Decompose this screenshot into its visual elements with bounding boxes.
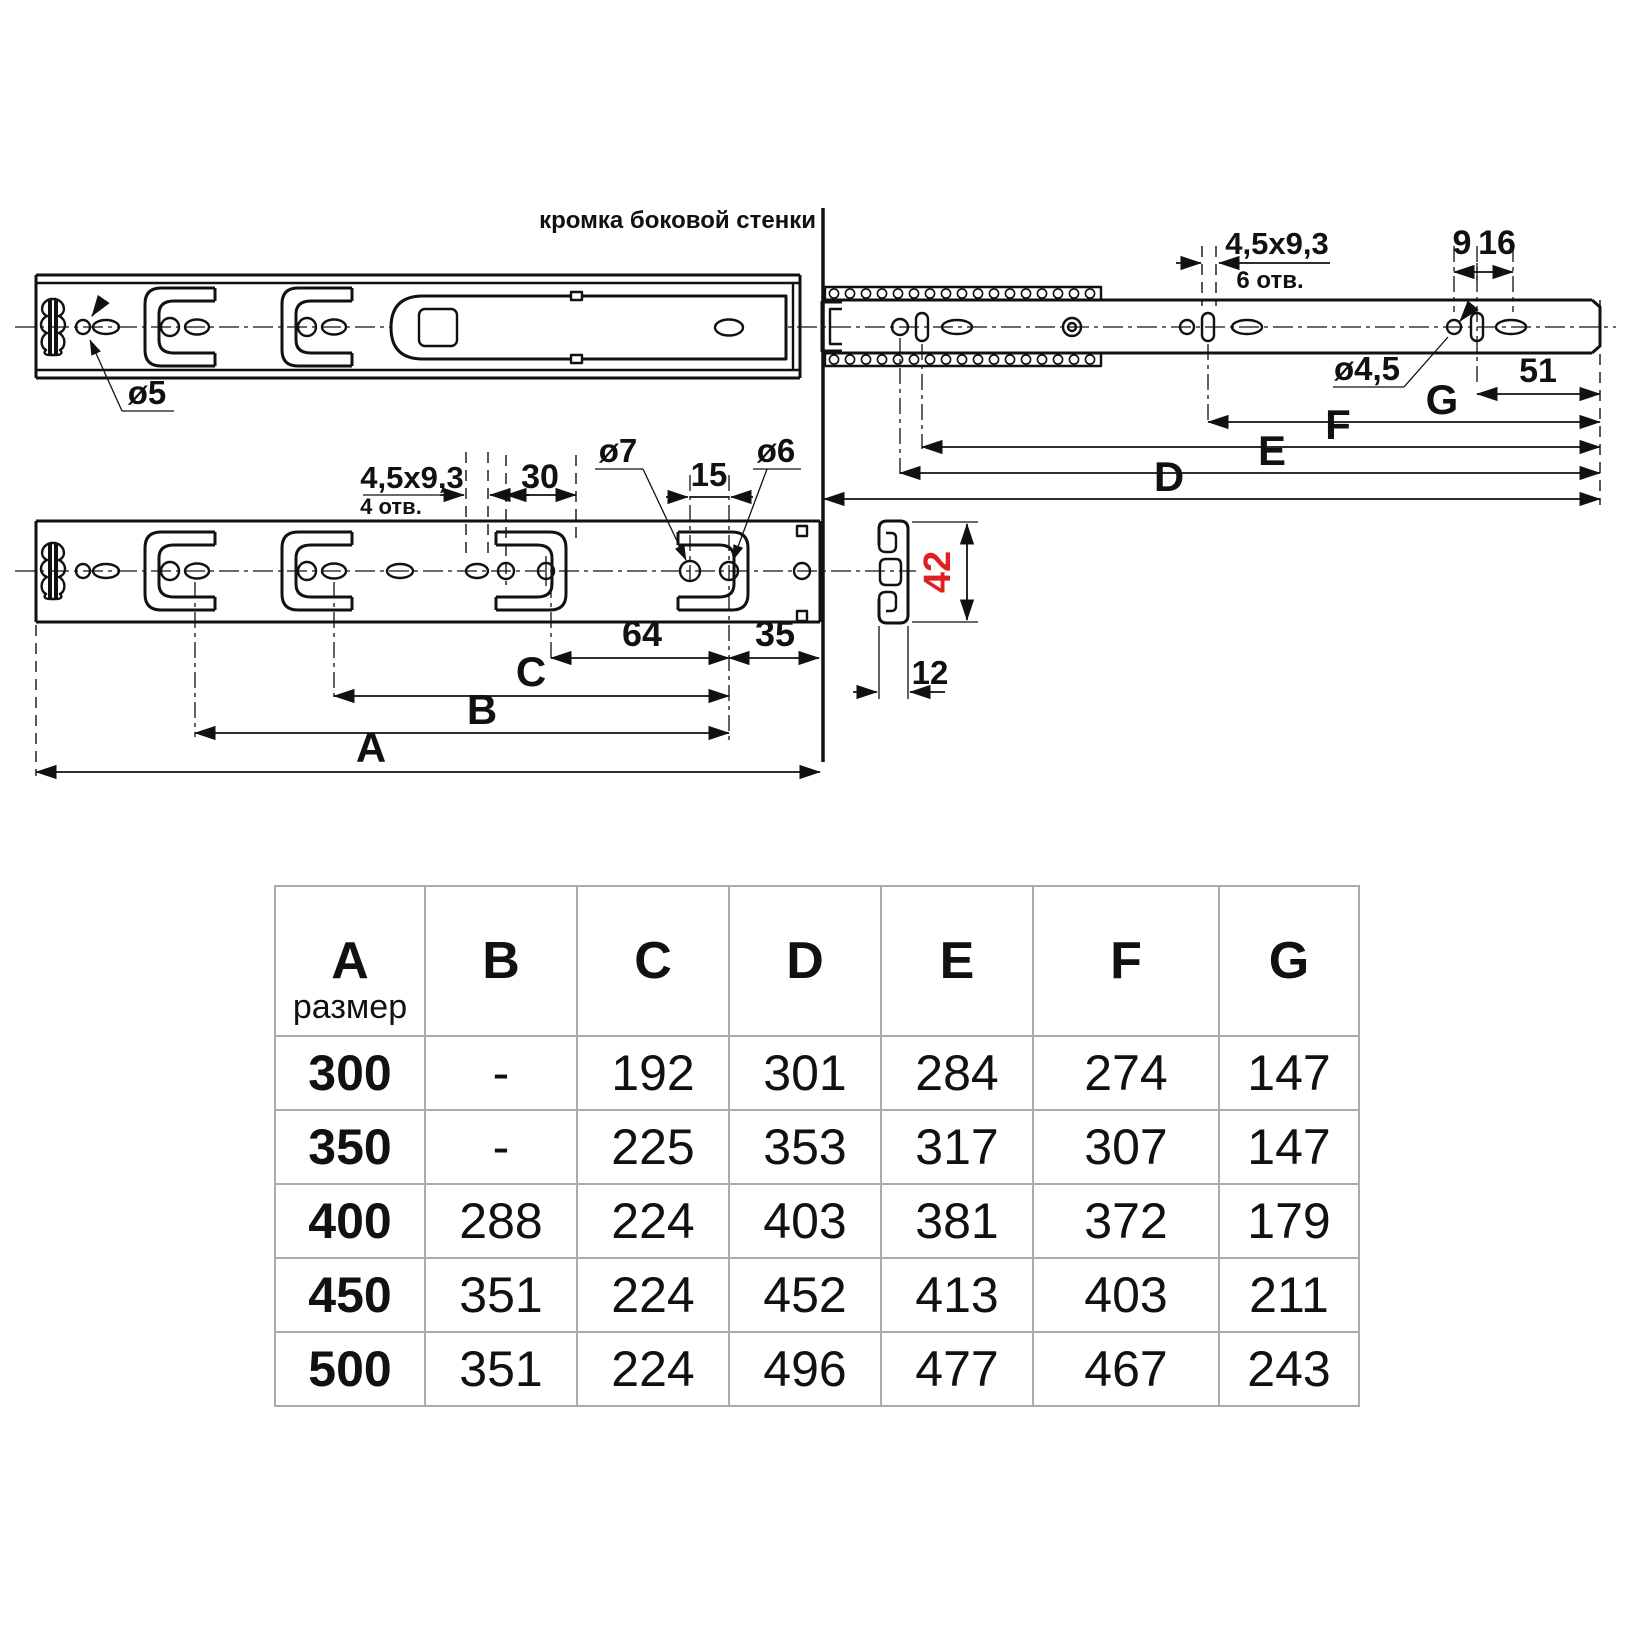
column-c-letter: C: [634, 932, 672, 990]
column-g-letter: G: [1268, 932, 1310, 990]
cross-section-profile: [853, 521, 978, 699]
cell-g: 211: [1219, 1258, 1359, 1332]
cell-e: 317: [881, 1110, 1033, 1184]
cell-d: 452: [729, 1258, 881, 1332]
table-header-row: [275, 886, 1359, 1036]
dim-64-label: 64: [621, 613, 663, 654]
cell-g: 243: [1219, 1332, 1359, 1406]
cell-g: 179: [1219, 1184, 1359, 1258]
cell-e: 413: [881, 1258, 1033, 1332]
cell-g: 147: [1219, 1110, 1359, 1184]
column-header-d: [729, 886, 881, 1036]
cell-f: 403: [1033, 1258, 1219, 1332]
side-wall-edge: [539, 207, 823, 762]
cell-c: 224: [577, 1332, 729, 1406]
table-row: [275, 1258, 1359, 1332]
dim-12-label: 12: [911, 654, 949, 691]
cell-size: 400: [275, 1184, 425, 1258]
column-header-b: [425, 886, 577, 1036]
dim-42-label: 42: [917, 550, 959, 594]
column-b-letter: B: [482, 932, 520, 990]
d45-label: ø4,5: [1333, 350, 1401, 387]
dim-G-label: G: [1425, 376, 1459, 423]
cell-g: 147: [1219, 1036, 1359, 1110]
cell-f: 467: [1033, 1332, 1219, 1406]
top-slot-label: 4,5x9,3: [1225, 226, 1329, 261]
table-row: [275, 1036, 1359, 1110]
cell-d: 496: [729, 1332, 881, 1406]
size-table-section: [274, 885, 1360, 1407]
dim-9-label: 9: [1452, 224, 1472, 262]
dim-C-label: C: [515, 648, 547, 695]
dim-15-label: 15: [690, 456, 728, 493]
column-header-e: [881, 886, 1033, 1036]
cell-e: 477: [881, 1332, 1033, 1406]
cell-c: 225: [577, 1110, 729, 1184]
dim-B-label: B: [466, 686, 498, 733]
cell-c: 192: [577, 1036, 729, 1110]
top-slot-count: 6 отв.: [1236, 267, 1304, 294]
table-row: [275, 1332, 1359, 1406]
column-e-letter: E: [939, 932, 975, 990]
bottom-slot-count: 4 отв.: [360, 494, 422, 519]
column-header-a: [275, 886, 425, 1036]
column-header-f: [1033, 886, 1219, 1036]
cell-size: 500: [275, 1332, 425, 1406]
cell-b: 288: [425, 1184, 577, 1258]
cell-f: 274: [1033, 1036, 1219, 1110]
cell-b: -: [425, 1110, 577, 1184]
bottom-slot-label: 4,5x9,3: [360, 460, 464, 495]
d6-label: ø6: [756, 432, 796, 469]
d7-label: ø7: [598, 432, 638, 469]
dim-35-label: 35: [754, 613, 796, 654]
dim-A-label: A: [355, 724, 387, 771]
dimension-table: [274, 885, 1360, 1407]
column-header-g: [1219, 886, 1359, 1036]
cell-d: 403: [729, 1184, 881, 1258]
column-a-letter: A: [331, 932, 369, 990]
cell-b: 351: [425, 1258, 577, 1332]
dim-E-label: E: [1257, 427, 1287, 474]
column-f-letter: F: [1110, 932, 1142, 990]
cell-f: 372: [1033, 1184, 1219, 1258]
table-row: [275, 1184, 1359, 1258]
cell-b: -: [425, 1036, 577, 1110]
top-view-collapsed-slide: [36, 275, 800, 378]
cell-c: 224: [577, 1184, 729, 1258]
cell-e: 284: [881, 1036, 1033, 1110]
cell-d: 301: [729, 1036, 881, 1110]
cell-size: 300: [275, 1036, 425, 1110]
table-row: [275, 1110, 1359, 1184]
dim-F-label: F: [1325, 401, 1351, 448]
cell-b: 351: [425, 1332, 577, 1406]
column-d-letter: D: [786, 932, 824, 990]
dim-16-label: 16: [1478, 224, 1516, 262]
cell-size: 350: [275, 1110, 425, 1184]
dim-51-label: 51: [1519, 352, 1557, 390]
dim-30-label: 30: [521, 458, 559, 496]
cell-d: 353: [729, 1110, 881, 1184]
cell-e: 381: [881, 1184, 1033, 1258]
column-a-subtitle: размер: [292, 988, 408, 1026]
cell-c: 224: [577, 1258, 729, 1332]
cell-f: 307: [1033, 1110, 1219, 1184]
side-wall-note: кромка боковой стенки: [539, 207, 816, 234]
d5-label: ø5: [127, 374, 167, 411]
dim-D-label: D: [1153, 453, 1185, 500]
bottom-dimensions: [36, 432, 820, 776]
cell-size: 450: [275, 1258, 425, 1332]
column-header-c: [577, 886, 729, 1036]
